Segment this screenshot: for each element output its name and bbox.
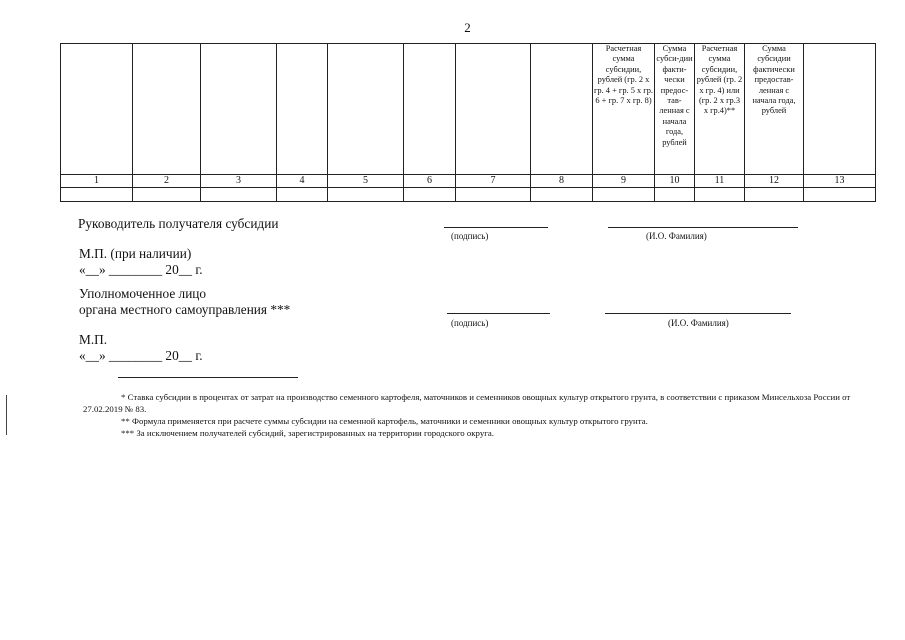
empty-cell	[804, 188, 876, 202]
subsidy-table	[60, 43, 876, 202]
empty-cell	[133, 188, 201, 202]
table-header-row	[61, 44, 876, 175]
header-cell-4	[277, 44, 328, 175]
empty-cell	[61, 188, 133, 202]
head-signature-line	[444, 227, 548, 228]
margin-mark	[6, 395, 7, 435]
empty-cell	[404, 188, 456, 202]
header-cell-12: Сумма субсидии фактически предостав-ленная с начала года, рублей	[745, 44, 804, 175]
empty-data-row	[61, 188, 876, 202]
empty-cell	[745, 188, 804, 202]
header-cell-8	[531, 44, 593, 175]
empty-cell	[531, 188, 593, 202]
empty-cell	[456, 188, 531, 202]
header-cell-10: Сумма субси-дии факти-чески предос-тав-ленная с начала года, рублей	[655, 44, 695, 175]
footnote-3: *** За исключением получателей субсидий, зарегистрированных на территории городского округа.	[121, 428, 494, 438]
header-cell-1	[61, 44, 133, 175]
header-cell-2	[133, 44, 201, 175]
empty-cell	[655, 188, 695, 202]
column-number: 5	[328, 175, 404, 188]
column-number: 2	[133, 175, 201, 188]
authorized-person-line-1: Уполномоченное лицо	[79, 286, 207, 301]
header-cell-6	[404, 44, 456, 175]
header-cell-9: Расчетная сумма субсидии, рублей (гр. 2 х гр. 4 + гр. 5 х гр. 6 + гр. 7 х гр. 8)	[593, 44, 655, 175]
date-line-2: «__» ________ 20__ г.	[79, 348, 203, 363]
column-number: 10	[655, 175, 695, 188]
head-name-caption: (И.О. Фамилия)	[646, 231, 707, 241]
empty-cell	[201, 188, 277, 202]
footnote-1: * Ставка субсидии в процентах от затрат на производство семенного картофеля, маточников и семенников овощных культур открытого грунта, в соответствии с приказом Минсельхоза России от 27.02.2019 № 83.	[83, 392, 851, 414]
empty-cell	[328, 188, 404, 202]
seal-label: М.П.	[79, 332, 108, 347]
footnotes	[83, 391, 873, 439]
head-signature-caption: (подпись)	[451, 231, 489, 241]
head-of-recipient-label: Руководитель получателя субсидии	[78, 216, 279, 231]
seal-optional-label: М.П. (при наличии)	[79, 246, 192, 261]
column-number: 7	[456, 175, 531, 188]
date-line-1: «__» ________ 20__ г.	[79, 262, 203, 277]
header-cell-3	[201, 44, 277, 175]
column-number: 11	[695, 175, 745, 188]
page-number: 2	[464, 20, 471, 35]
header-cell-13	[804, 44, 876, 175]
column-number: 1	[61, 175, 133, 188]
header-cell-7	[456, 44, 531, 175]
footnote-separator	[118, 377, 298, 378]
column-number: 3	[201, 175, 277, 188]
head-name-line	[608, 227, 798, 228]
authorized-person-line-2: органа местного самоуправления ***	[79, 302, 291, 317]
column-number-row	[61, 175, 876, 188]
authorized-name-caption: (И.О. Фамилия)	[668, 318, 729, 328]
column-number: 12	[745, 175, 804, 188]
header-cell-5	[328, 44, 404, 175]
column-number: 9	[593, 175, 655, 188]
authorized-name-line	[605, 313, 791, 314]
footnote-2: ** Формула применяется при расчете суммы субсидии на семенной картофель, маточники и семенники овощных культур открытого грунта.	[121, 416, 648, 426]
authorized-signature-caption: (подпись)	[451, 318, 489, 328]
column-number: 6	[404, 175, 456, 188]
column-number: 4	[277, 175, 328, 188]
column-number: 13	[804, 175, 876, 188]
header-cell-11: Расчетная сумма субсидии, рублей (гр. 2 х гр. 4) или (гр. 2 х гр.3 х гр.4)**	[695, 44, 745, 175]
empty-cell	[593, 188, 655, 202]
empty-cell	[277, 188, 328, 202]
empty-cell	[695, 188, 745, 202]
column-number: 8	[531, 175, 593, 188]
authorized-signature-line	[447, 313, 550, 314]
